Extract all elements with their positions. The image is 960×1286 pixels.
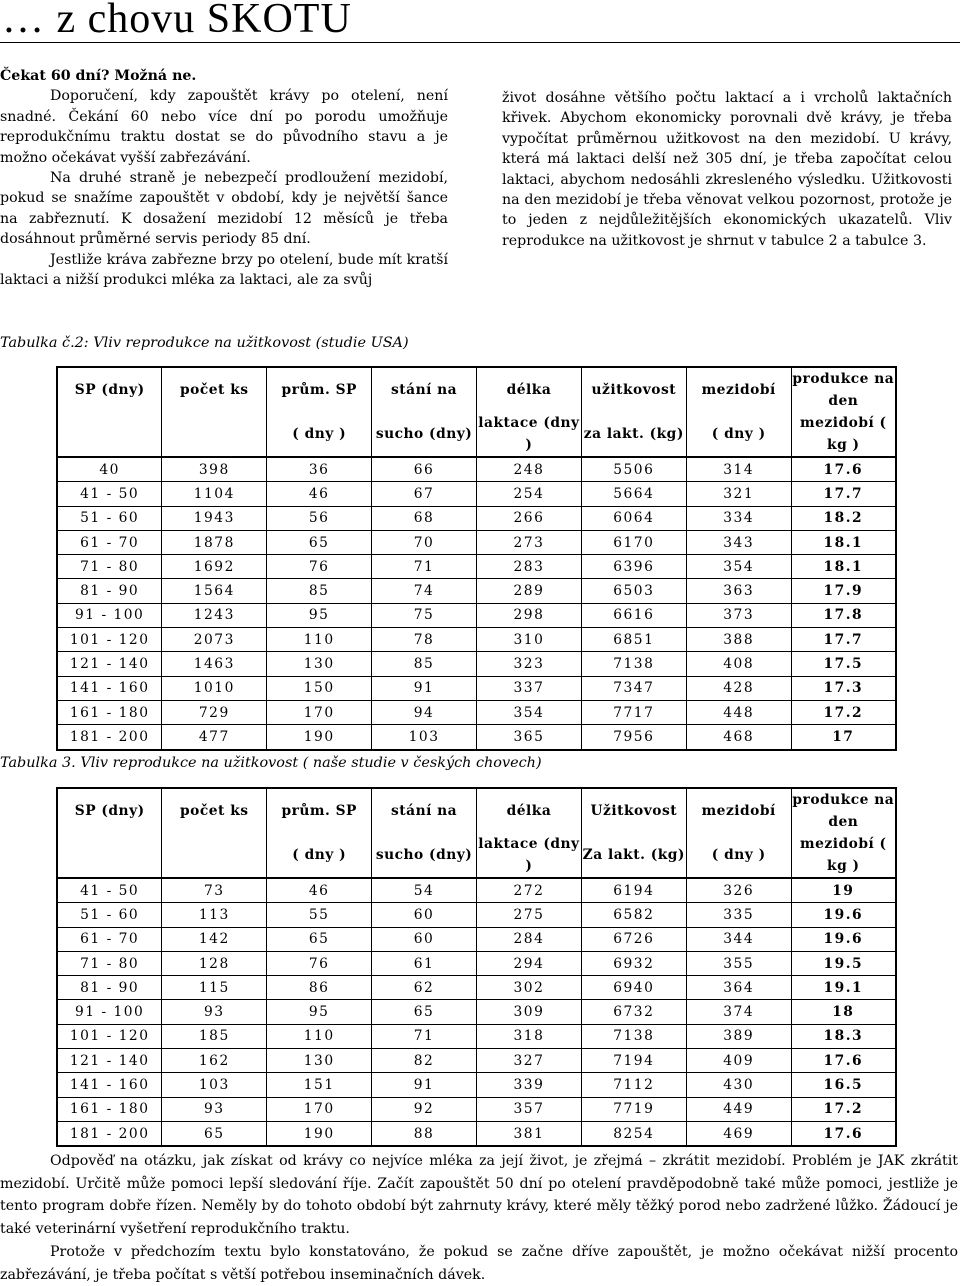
table-cell: 7956 — [581, 725, 686, 750]
table-cell: 2073 — [162, 628, 267, 652]
table-cell: 374 — [686, 1000, 791, 1024]
table-cell: 76 — [267, 555, 372, 579]
paragraph: život dosáhne většího počtu laktací a i vrcholů laktačních křivek. Abychom ekonomicky porovnali dvě krávy, je třeba vypočítat průměrnou užitkovost na den mezidobí. U krávy, která má laktaci delší než 305 dní, je třeba započítat celou laktaci, abychom nedosáhli zkresleného výsledku. Užitkovosti na den mezidobí je třeba věnovat velkou pozornost, protože je to jeden z nejdůležitějších ekonomických ukazatelů. Vliv reprodukce na užitkovost je shrnut v tabulce 2 a tabulce 3. — [502, 90, 952, 249]
left-text-column — [0, 66, 448, 290]
column-header: produkce na den — [792, 792, 895, 830]
table-cell: 18 — [791, 1000, 896, 1024]
table-cell: 61 - 70 — [57, 530, 162, 554]
column-header: prům. SP — [267, 788, 372, 833]
table-cell: 161 - 180 — [57, 700, 162, 724]
column-header: ( dny ) — [267, 412, 372, 457]
column-header: počet ks — [162, 788, 267, 833]
table-cell: 71 — [372, 555, 477, 579]
table-cell: 335 — [686, 903, 791, 927]
column-header: za lakt. (kg) — [581, 412, 686, 457]
table-cell: 17.6 — [791, 1121, 896, 1146]
table-cell: 93 — [162, 1097, 267, 1121]
table-cell: 93 — [162, 1000, 267, 1024]
table-cell: 6170 — [581, 530, 686, 554]
table-cell: 71 - 80 — [57, 951, 162, 975]
table-cell: 18.2 — [791, 506, 896, 530]
paragraph: Na druhé straně je nebezpečí prodloužení mezidobí, pokud se snažíme zapouštět v období, kdy je největší šance na zabřeznutí. K dosažení mezidobí 12 měsíců je třeba dosáhnout průměrné servis periody 85 dní. — [0, 170, 448, 248]
column-header: užitkovost — [581, 367, 686, 412]
page-title: … z chovu SKOTU — [2, 0, 352, 42]
table-cell: 19.6 — [791, 903, 896, 927]
table-cell: 5506 — [581, 457, 686, 482]
table-cell: 54 — [372, 878, 477, 903]
table-cell: 91 - 100 — [57, 603, 162, 627]
table-cell: 101 - 120 — [57, 1024, 162, 1048]
table-cell: 103 — [372, 725, 477, 750]
table-row — [57, 555, 896, 579]
table-cell: 254 — [477, 482, 582, 506]
table-cell: 41 - 50 — [57, 878, 162, 903]
table-cell: 68 — [372, 506, 477, 530]
table-cell: 1463 — [162, 652, 267, 676]
table-cell: 60 — [372, 903, 477, 927]
table-cell: 162 — [162, 1049, 267, 1073]
table-cell: 82 — [372, 1049, 477, 1073]
table-cell: 71 - 80 — [57, 555, 162, 579]
table-cell: 17.7 — [791, 482, 896, 506]
table-cell: 62 — [372, 976, 477, 1000]
table-header-row — [57, 367, 896, 412]
table-cell: 8254 — [581, 1121, 686, 1146]
column-header: sucho (dny) — [372, 412, 477, 457]
column-header: sucho (dny) — [372, 833, 477, 878]
table-cell: 128 — [162, 951, 267, 975]
table-cell: 468 — [686, 725, 791, 750]
table-cell: 373 — [686, 603, 791, 627]
table-cell: 273 — [477, 530, 582, 554]
table-row — [57, 1024, 896, 1048]
table-cell: 142 — [162, 927, 267, 951]
column-header: produkce na den — [792, 371, 895, 409]
column-header: laktace (dny ) — [477, 833, 582, 878]
table-cell: 284 — [477, 927, 582, 951]
table-cell: 150 — [267, 676, 372, 700]
table-header-row — [57, 788, 896, 833]
table-cell: 17.2 — [791, 1097, 896, 1121]
table-cell: 110 — [267, 1024, 372, 1048]
table-cell: 73 — [162, 878, 267, 903]
table-cell: 6732 — [581, 1000, 686, 1024]
table-row — [57, 725, 896, 750]
column-header: mezidobí — [686, 788, 791, 833]
table-cell: 85 — [372, 652, 477, 676]
table-cell: 275 — [477, 903, 582, 927]
table-cell: 388 — [686, 628, 791, 652]
paragraph: Odpověď na otázku, jak získat od krávy co nejvíce mléka za její život, je zřejmá – zkrátit mezidobí. Problém je JAK zkrátit mezidobí. Určitě může pomoci lepší sledování říje. Začít zapouštět 50 dní po otelení pravděpodobně také může pomoci, jestliže je tento program dobře řízen. Neměly by do tohoto období být zahrnuty krávy, které měly těžký porod nebo zadržené lůžko. Žádoucí je také veterinární vyšetření reprodukčního traktu. — [0, 1153, 958, 1238]
table-cell: 101 - 120 — [57, 628, 162, 652]
table-cell: 6194 — [581, 878, 686, 903]
table-row — [57, 951, 896, 975]
table-cell: 18.3 — [791, 1024, 896, 1048]
table-cell: 17.3 — [791, 676, 896, 700]
table-row — [57, 1097, 896, 1121]
table-cell: 5664 — [581, 482, 686, 506]
table-cell: 1010 — [162, 676, 267, 700]
table-cell: 1878 — [162, 530, 267, 554]
table-row — [57, 652, 896, 676]
column-header: prům. SP — [267, 367, 372, 412]
column-header: SP (dny) — [57, 367, 162, 412]
table-row — [57, 927, 896, 951]
table-cell: 477 — [162, 725, 267, 750]
reproduction-table-usa — [56, 366, 897, 751]
table-cell: 19.1 — [791, 976, 896, 1000]
table-cell: 6940 — [581, 976, 686, 1000]
paragraph: Jestliže kráva zabřezne brzy po otelení, bude mít kratší laktaci a nižší produkci mléka za laktaci, ale za svůj — [0, 251, 448, 289]
table-cell: 92 — [372, 1097, 477, 1121]
table-cell: 141 - 160 — [57, 676, 162, 700]
table-header-row — [57, 412, 896, 457]
table-cell: 409 — [686, 1049, 791, 1073]
table-cell: 71 — [372, 1024, 477, 1048]
table-cell: 408 — [686, 652, 791, 676]
table-cell: 86 — [267, 976, 372, 1000]
table-cell: 19 — [791, 878, 896, 903]
table-cell: 302 — [477, 976, 582, 1000]
table-cell: 51 - 60 — [57, 903, 162, 927]
table-cell: 56 — [267, 506, 372, 530]
table-cell: 448 — [686, 700, 791, 724]
table-cell: 41 - 50 — [57, 482, 162, 506]
table-row — [57, 457, 896, 482]
column-header — [57, 833, 162, 878]
table-cell: 7138 — [581, 1024, 686, 1048]
table-cell: 6726 — [581, 927, 686, 951]
table-cell: 289 — [477, 579, 582, 603]
table-cell: 7112 — [581, 1073, 686, 1097]
table-cell: 430 — [686, 1073, 791, 1097]
table-cell: 357 — [477, 1097, 582, 1121]
table-row — [57, 506, 896, 530]
table-cell: 103 — [162, 1073, 267, 1097]
table-cell: 283 — [477, 555, 582, 579]
table-header-row — [57, 833, 896, 878]
table-cell: 19.6 — [791, 927, 896, 951]
table-cell: 294 — [477, 951, 582, 975]
table-cell: 17.8 — [791, 603, 896, 627]
table-row — [57, 976, 896, 1000]
table-caption: Tabulka 3. Vliv reprodukce na užitkovost ( naše studie v českých chovech) — [0, 755, 542, 771]
column-header: ( dny ) — [267, 833, 372, 878]
column-header: SP (dny) — [57, 788, 162, 833]
table-cell: 190 — [267, 725, 372, 750]
column-header: stání na — [372, 367, 477, 412]
column-header: laktace (dny ) — [477, 412, 582, 457]
table-cell: 74 — [372, 579, 477, 603]
table-cell: 170 — [267, 1097, 372, 1121]
table-row — [57, 878, 896, 903]
table-cell: 94 — [372, 700, 477, 724]
table-cell: 6932 — [581, 951, 686, 975]
table-cell: 339 — [477, 1073, 582, 1097]
table-cell: 6851 — [581, 628, 686, 652]
table-cell: 17.5 — [791, 652, 896, 676]
table-cell: 1243 — [162, 603, 267, 627]
column-header: počet ks — [162, 367, 267, 412]
column-header: ( dny ) — [686, 833, 791, 878]
table-cell: 85 — [267, 579, 372, 603]
table-cell: 6396 — [581, 555, 686, 579]
table-cell: 121 - 140 — [57, 1049, 162, 1073]
table-cell: 75 — [372, 603, 477, 627]
table-cell: 91 - 100 — [57, 1000, 162, 1024]
table-cell: 326 — [686, 878, 791, 903]
table-cell: 7717 — [581, 700, 686, 724]
reproduction-table-czech — [56, 787, 897, 1147]
table-cell: 1564 — [162, 579, 267, 603]
table-cell: 151 — [267, 1073, 372, 1097]
table-cell: 398 — [162, 457, 267, 482]
table-cell: 6582 — [581, 903, 686, 927]
column-header: délka — [477, 788, 582, 833]
table-cell: 266 — [477, 506, 582, 530]
table-cell: 7138 — [581, 652, 686, 676]
table-cell: 17.7 — [791, 628, 896, 652]
table-cell: 78 — [372, 628, 477, 652]
column-header — [162, 412, 267, 457]
table-cell: 6064 — [581, 506, 686, 530]
table-cell: 66 — [372, 457, 477, 482]
table-cell: 65 — [267, 530, 372, 554]
table-cell: 381 — [477, 1121, 582, 1146]
table-cell: 16.5 — [791, 1073, 896, 1097]
table-cell: 65 — [372, 1000, 477, 1024]
table-cell: 354 — [477, 700, 582, 724]
paragraph: Doporučení, kdy zapouštět krávy po otelení, není snadné. Čekání 60 nebo více dní po porodu umožňuje reprodukčnímu traktu dostat se do původního stavu a je možno očekávat vyšší zabřezávání. — [0, 88, 448, 166]
table-cell: 130 — [267, 652, 372, 676]
table-cell: 469 — [686, 1121, 791, 1146]
table-cell: 309 — [477, 1000, 582, 1024]
table-cell: 314 — [686, 457, 791, 482]
table-cell: 70 — [372, 530, 477, 554]
table-cell: 141 - 160 — [57, 1073, 162, 1097]
table-cell: 113 — [162, 903, 267, 927]
table-cell: 248 — [477, 457, 582, 482]
table-cell: 337 — [477, 676, 582, 700]
table-cell: 76 — [267, 951, 372, 975]
table-cell: 1692 — [162, 555, 267, 579]
table-cell: 298 — [477, 603, 582, 627]
table-cell: 310 — [477, 628, 582, 652]
table-cell: 91 — [372, 676, 477, 700]
table-cell: 95 — [267, 603, 372, 627]
column-header: ( dny ) — [686, 412, 791, 457]
table-cell: 110 — [267, 628, 372, 652]
table-cell: 161 - 180 — [57, 1097, 162, 1121]
table-cell: 17.9 — [791, 579, 896, 603]
table-row — [57, 700, 896, 724]
table-cell: 327 — [477, 1049, 582, 1073]
table-cell: 65 — [162, 1121, 267, 1146]
table-row — [57, 482, 896, 506]
table-cell: 17 — [791, 725, 896, 750]
table-cell: 17.6 — [791, 457, 896, 482]
column-header: Za lakt. (kg) — [581, 833, 686, 878]
table-cell: 318 — [477, 1024, 582, 1048]
table-cell: 91 — [372, 1073, 477, 1097]
table-cell: 88 — [372, 1121, 477, 1146]
table-cell: 46 — [267, 878, 372, 903]
table-cell: 181 - 200 — [57, 725, 162, 750]
table-cell: 17.2 — [791, 700, 896, 724]
table-row — [57, 579, 896, 603]
table-cell: 190 — [267, 1121, 372, 1146]
table-cell: 81 - 90 — [57, 976, 162, 1000]
table-cell: 1943 — [162, 506, 267, 530]
column-header: mezidobí — [686, 367, 791, 412]
table-row — [57, 1000, 896, 1024]
table-cell: 40 — [57, 457, 162, 482]
table-row — [57, 903, 896, 927]
table-cell: 170 — [267, 700, 372, 724]
table-cell: 6503 — [581, 579, 686, 603]
table-row — [57, 628, 896, 652]
table-cell: 36 — [267, 457, 372, 482]
table-cell: 61 — [372, 951, 477, 975]
table-cell: 343 — [686, 530, 791, 554]
table-cell: 363 — [686, 579, 791, 603]
paragraph: Protože v předchozím textu bylo konstatováno, že pokud se začne dříve zapouštět, je možno očekávat nižší procento zabřezávání, je třeba počítat s větší potřebou inseminačních dávek. — [0, 1243, 958, 1283]
table-cell: 121 - 140 — [57, 652, 162, 676]
table-cell: 181 - 200 — [57, 1121, 162, 1146]
table-cell: 7194 — [581, 1049, 686, 1073]
table-cell: 354 — [686, 555, 791, 579]
table-cell: 185 — [162, 1024, 267, 1048]
table-caption: Tabulka č.2: Vliv reprodukce na užitkovost (studie USA) — [0, 335, 409, 351]
table-cell: 95 — [267, 1000, 372, 1024]
table-cell: 7347 — [581, 676, 686, 700]
column-header: délka — [477, 367, 582, 412]
table-cell: 55 — [267, 903, 372, 927]
table-cell: 389 — [686, 1024, 791, 1048]
table-cell: 6616 — [581, 603, 686, 627]
table-cell: 365 — [477, 725, 582, 750]
section-subheading: Čekat 60 dní? Možná ne. — [0, 68, 197, 84]
column-header — [162, 833, 267, 878]
table-cell: 60 — [372, 927, 477, 951]
table-cell: 344 — [686, 927, 791, 951]
table-cell: 46 — [267, 482, 372, 506]
right-text-column — [502, 88, 952, 251]
table-row — [57, 530, 896, 554]
table-cell: 729 — [162, 700, 267, 724]
column-header: Užitkovost — [581, 788, 686, 833]
table-cell: 323 — [477, 652, 582, 676]
table-cell: 67 — [372, 482, 477, 506]
table-row — [57, 603, 896, 627]
table-cell: 1104 — [162, 482, 267, 506]
title-divider — [0, 42, 960, 43]
table-cell: 115 — [162, 976, 267, 1000]
column-header: stání na — [372, 788, 477, 833]
table-cell: 51 - 60 — [57, 506, 162, 530]
table-row — [57, 1121, 896, 1146]
table-cell: 18.1 — [791, 555, 896, 579]
table-row — [57, 1073, 896, 1097]
table-cell: 364 — [686, 976, 791, 1000]
table-cell: 65 — [267, 927, 372, 951]
table-cell: 449 — [686, 1097, 791, 1121]
table-cell: 19.5 — [791, 951, 896, 975]
column-header: mezidobí ( kg ) — [791, 412, 896, 457]
table-cell: 7719 — [581, 1097, 686, 1121]
table-row — [57, 1049, 896, 1073]
table-cell: 81 - 90 — [57, 579, 162, 603]
table-row — [57, 676, 896, 700]
table-cell: 61 - 70 — [57, 927, 162, 951]
table-cell: 17.6 — [791, 1049, 896, 1073]
table-cell: 321 — [686, 482, 791, 506]
table-cell: 334 — [686, 506, 791, 530]
table-cell: 272 — [477, 878, 582, 903]
table-cell: 18.1 — [791, 530, 896, 554]
table-cell: 355 — [686, 951, 791, 975]
column-header: mezidobí ( kg ) — [791, 833, 896, 878]
table-cell: 428 — [686, 676, 791, 700]
column-header — [57, 412, 162, 457]
conclusion-text — [0, 1150, 958, 1286]
table-cell: 130 — [267, 1049, 372, 1073]
